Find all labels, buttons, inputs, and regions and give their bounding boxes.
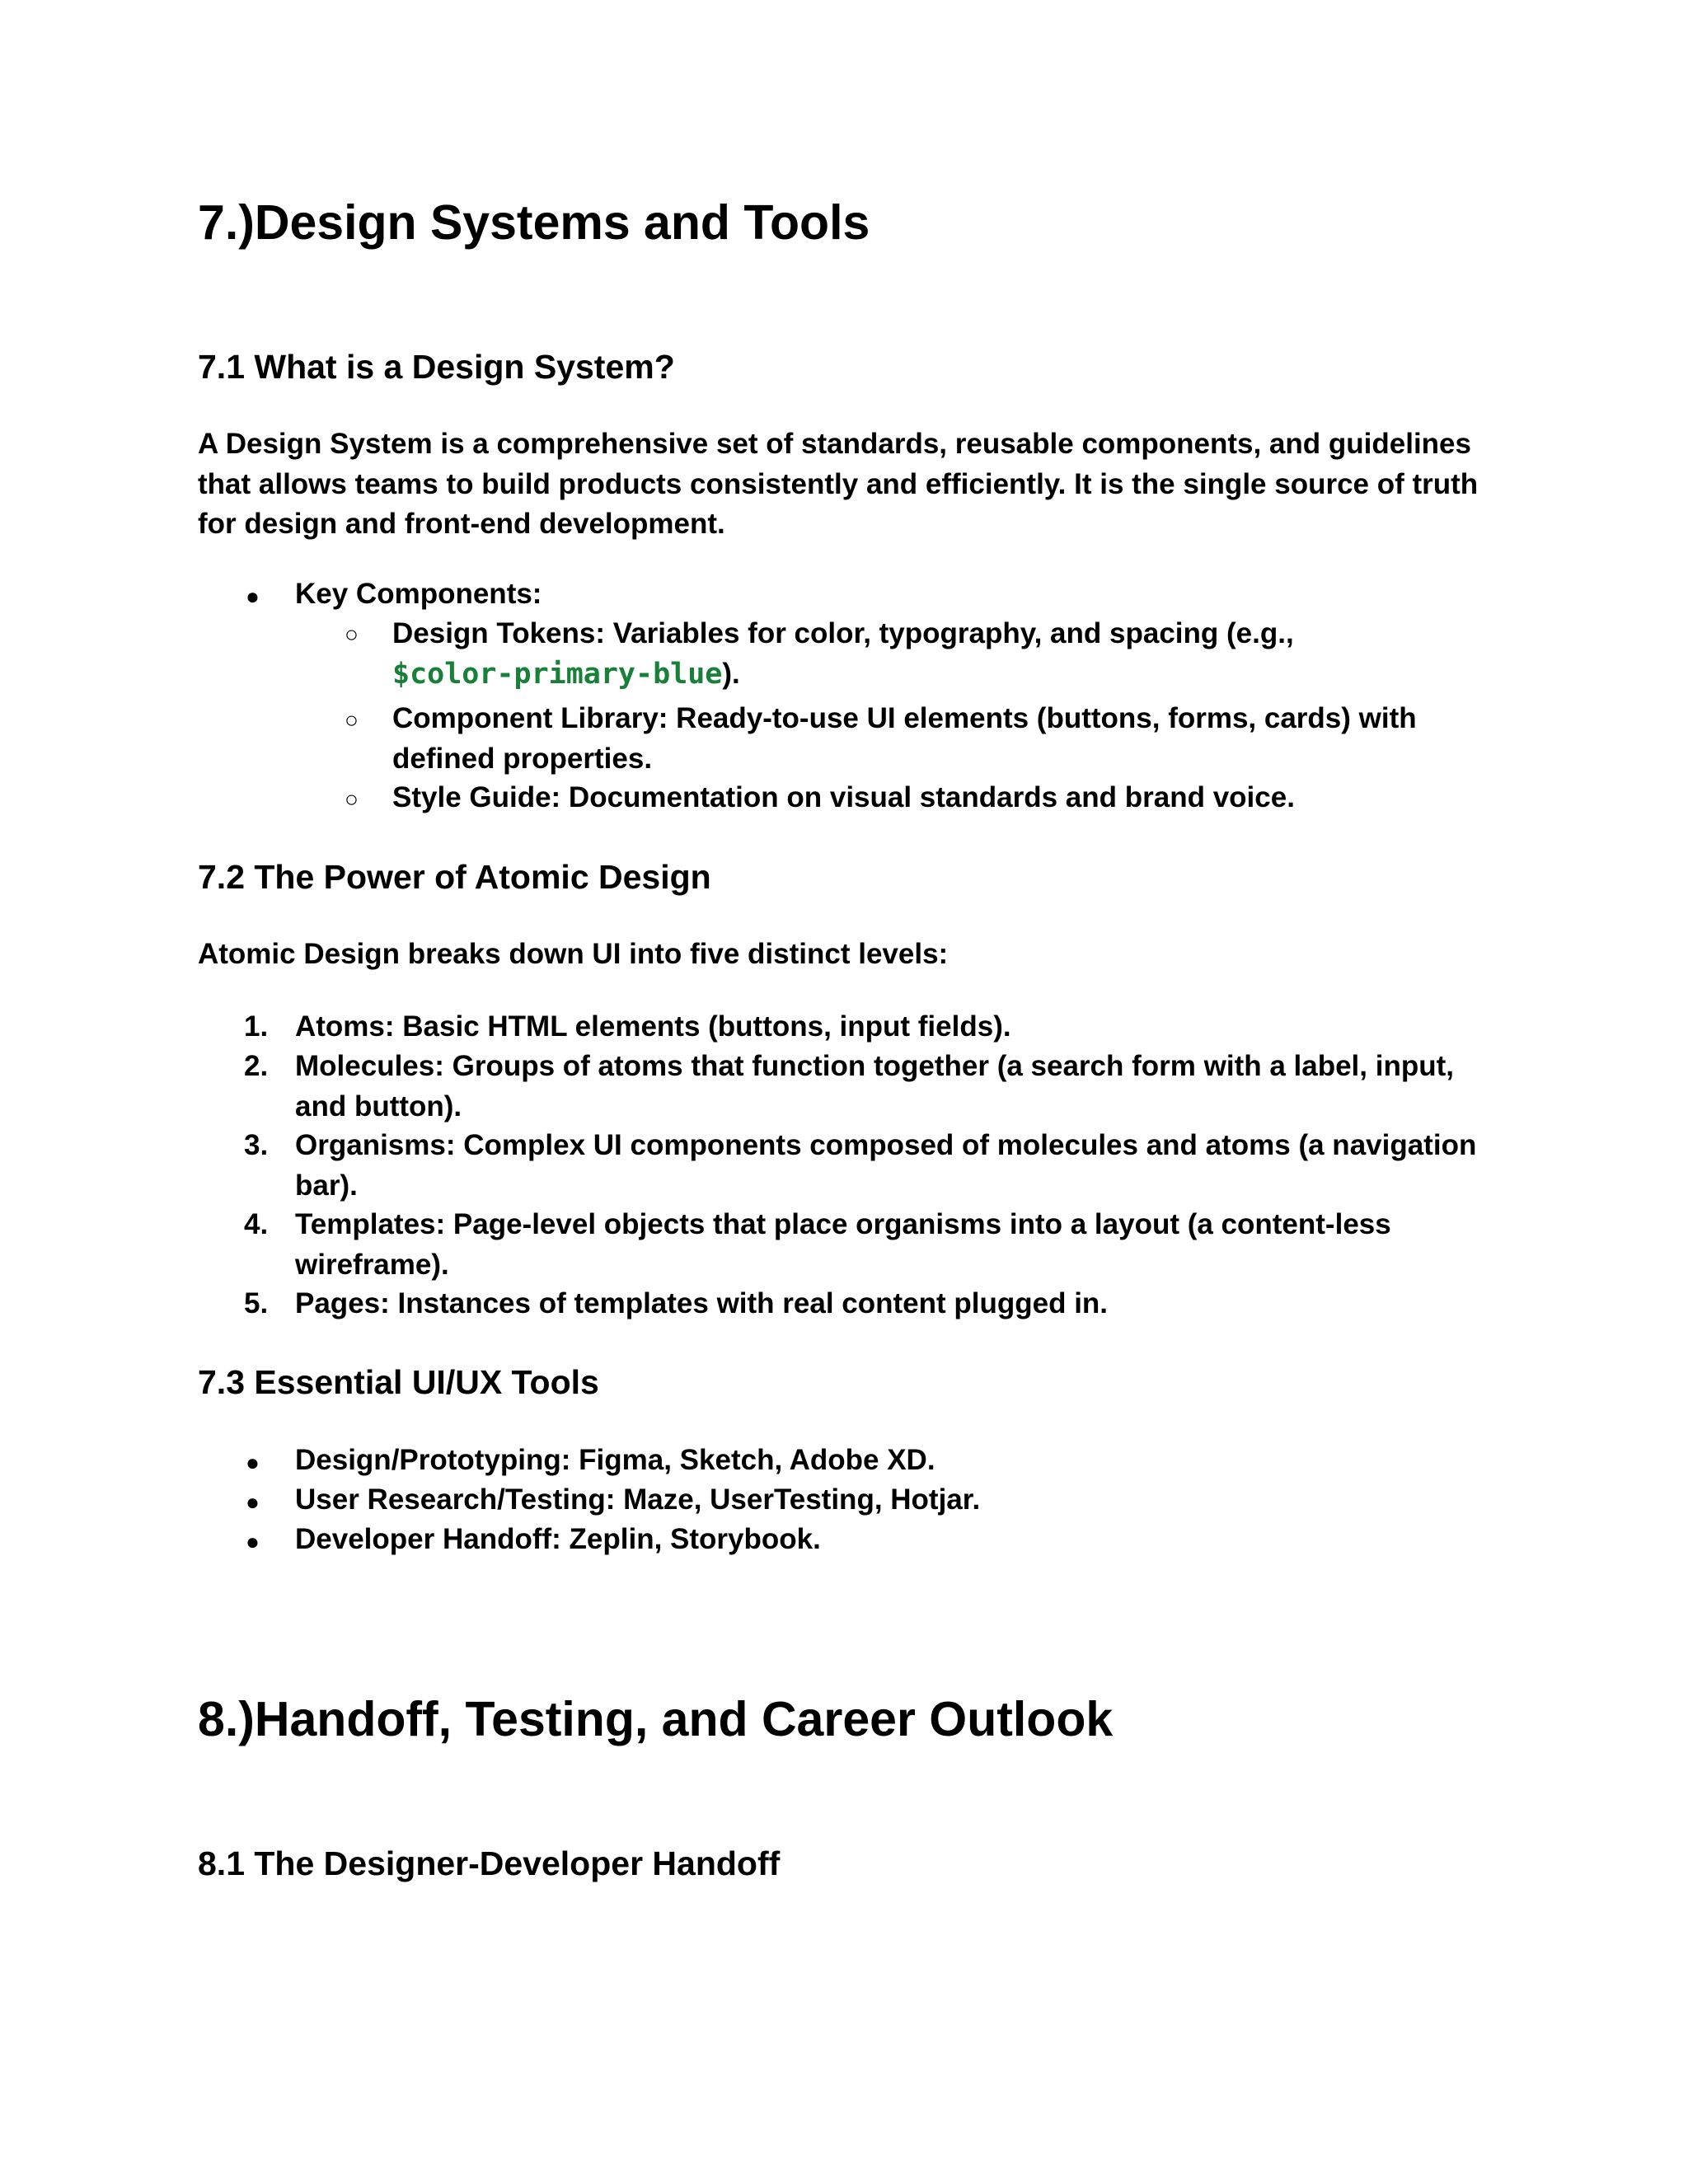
section-7-3-heading: 7.3 Essential UI/UX Tools <box>198 1363 599 1401</box>
section-7-1-paragraph: A Design System is a comprehensive set of standards, reusable components, and guidelines that allows teams to build products consistently and efficiently. It is the single source of truth for design and front-end development. <box>198 428 1479 540</box>
section-7-title: 7.)Design Systems and Tools <box>198 195 870 250</box>
list-item-organisms: Organisms: Complex UI components composed of molecules and atoms (a navigation bar). <box>295 1129 1477 1202</box>
list-item-pages: Pages: Instances of templates with real content plugged in. <box>295 1287 1109 1319</box>
section-7-1-heading: 7.1 What is a Design System? <box>198 348 675 386</box>
list-number: 2. <box>244 1050 269 1082</box>
sub-bullet-marker: ○ <box>345 621 359 647</box>
list-number: 3. <box>244 1129 269 1161</box>
sub-bullet-marker: ○ <box>345 707 359 733</box>
bullet-marker: ● <box>246 1450 260 1475</box>
sub-item-text: Design Tokens: Variables for color, typography, and spacing (e.g., <box>392 617 1294 649</box>
code-token: $color-primary-blue <box>392 657 723 691</box>
list-item-atoms: Atoms: Basic HTML elements (buttons, input fields). <box>295 1010 1011 1043</box>
list-item-templates: Templates: Page-level objects that place organisms into a layout (a content-less wireframe). <box>295 1208 1391 1281</box>
sub-item-suffix: ). <box>722 657 740 690</box>
sub-item-design-tokens <box>392 614 1508 694</box>
list-number: 4. <box>244 1208 269 1240</box>
bullet-marker: ● <box>246 1489 260 1515</box>
section-8-1-heading: 8.1 The Designer-Developer Handoff <box>198 1844 781 1882</box>
bullet-marker: ● <box>246 1529 260 1554</box>
sub-item-style-guide: Style Guide: Documentation on visual standards and brand voice. <box>392 781 1295 813</box>
section-7-2-heading: 7.2 The Power of Atomic Design <box>198 858 711 896</box>
list-number: 1. <box>244 1010 269 1043</box>
list-item-molecules: Molecules: Groups of atoms that function together (a search form with a label, input, and button). <box>295 1050 1454 1122</box>
list-number: 5. <box>244 1287 269 1319</box>
bullet-marker: ● <box>246 583 260 609</box>
tools-item-research: User Research/Testing: Maze, UserTesting, Hotjar. <box>295 1483 981 1516</box>
sub-item-component-library: Component Library: Ready-to-use UI elements (buttons, forms, cards) with defined properties. <box>392 702 1417 775</box>
section-8-title: 8.)Handoff, Testing, and Career Outlook <box>198 1692 1114 1746</box>
section-7-2-intro: Atomic Design breaks down UI into five distinct levels: <box>198 938 949 970</box>
sub-bullet-marker: ○ <box>345 786 359 812</box>
tools-item-handoff: Developer Handoff: Zeplin, Storybook. <box>295 1523 821 1555</box>
tools-item-design: Design/Prototyping: Figma, Sketch, Adobe XD. <box>295 1444 935 1476</box>
key-components-label: Key Components: <box>295 578 542 610</box>
